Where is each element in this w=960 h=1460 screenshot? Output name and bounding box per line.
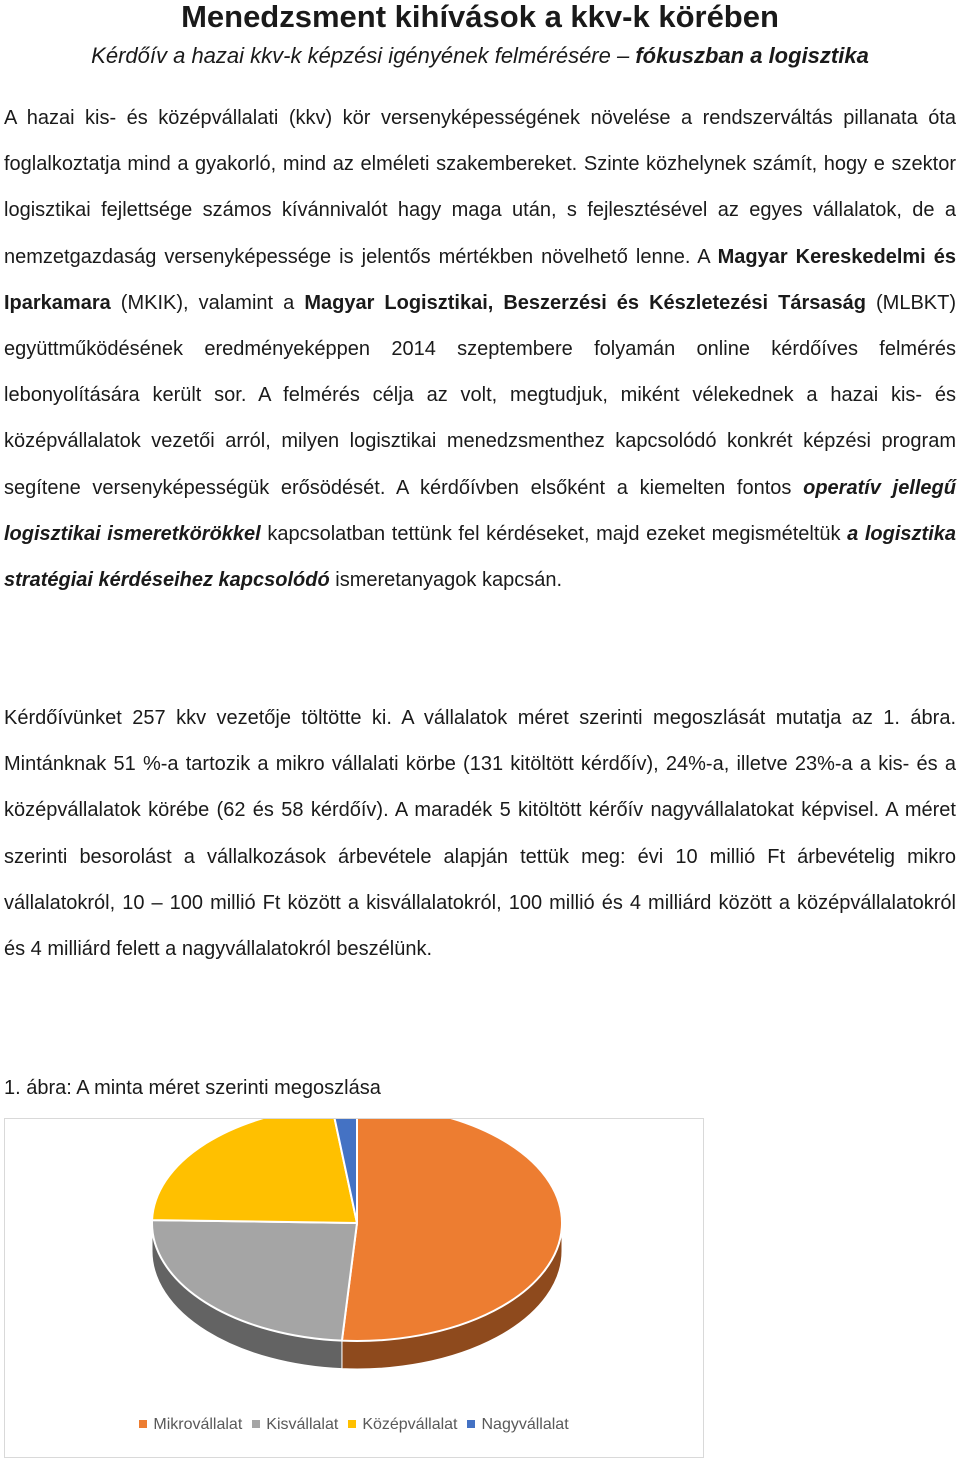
legend-swatch: [252, 1420, 260, 1428]
legend-item-mikrovállalat: [139, 1415, 242, 1435]
legend-swatch: [139, 1420, 147, 1428]
para1-text-4: kapcsolatban tettünk fel kérdéseket, majd ezeket megismételtük: [260, 522, 848, 545]
figure-caption: 1. ábra: A minta méret szerinti megoszlása: [4, 1077, 381, 1099]
legend-item-középvállalat: [348, 1415, 457, 1435]
legend-swatch: [348, 1420, 356, 1428]
legend-label: Középvállalat: [362, 1416, 458, 1433]
legend-swatch: [467, 1420, 475, 1428]
document-title: Menedzsment kihívások a kkv-k körében: [181, 0, 779, 34]
para1-text-2: (MKIK), valamint a: [110, 291, 305, 314]
strategic-topics-emphasis: a logisztika stratégiai kérdéseihez kapcsolódó: [4, 522, 957, 592]
subtitle-bold: fókuszban a logisztika: [635, 43, 869, 68]
sample-paragraph: Kérdőívünket 257 kkv vezetője töltötte ki. A vállalatok méret szerinti megoszlását mutatja az 1. ábra. Mintánknak 51 %-a tartozik a mikro vállalati körbe (131 kitöltött kérdőív), 24%-a, illetve 23%-a a kis- és a középvállalatok körébe (62 és 58 kérdőív). A maradék 5 kitöltött kérőív nagyvállalatokat képvisel. A méret szerinti besorolást a vállalkozások árbevétele alapján tettük meg: évi 10 millió Ft árbevételig mikro vállalatokról, 10 – 100 millió Ft között a kisvállalatokról, 100 millió és 4 milliárd között a középvállalatokról és 4 milliárd felett a nagyvállalatokról beszélünk.: [4, 707, 956, 961]
para1-text-3: (MLBKT) együttműködésének eredményeképpen 2014 szeptembere folyamán online kérdőíves felmérés lebonyolítására került sor. A felmérés célja az volt, megtudjuk, miként vélekednek a hazai kis- és középvállalatok vezetői arról, milyen logisztikai menedzsmenthez kapcsolódó konkrét képzési program segítene versenyképességük erősödését. A kérdőívben elsőként a kiemelten fontos: [4, 291, 957, 499]
document-subtitle: [0, 42, 960, 70]
operative-topics-emphasis: operatív jellegű logisztikai ismeretkörökkel: [4, 476, 956, 545]
chart-legend: [5, 1415, 703, 1435]
pie-chart-frame: [4, 1118, 704, 1458]
para1-text-5: ismeretanyagok kapcsán.: [329, 569, 563, 592]
pie-chart: [5, 1119, 703, 1457]
mlbkt-name: Magyar Logisztikai, Beszerzési és Készletezési Társaság: [304, 291, 866, 314]
legend-label: Kisvállalat: [266, 1416, 339, 1433]
legend-item-nagyvállalat: [467, 1415, 568, 1435]
pie-slice-kisvállalat: [152, 1220, 357, 1341]
intro-paragraph: [4, 95, 956, 603]
para1-text-1: A hazai kis- és középvállalati (kkv) kör versenyképességének növelése a rendszerváltás pillanata óta foglalkoztatja mind a gyakorló, mind az elméleti szakembereket. Szinte közhelynek számít, hogy e szektor logisztikai fejlettsége számos kívánnivalót hagy maga után, s fejlesztésével az egyes vállalatok, de a nemzetgazdaság versenyképessége is jelentős mértékben növelhető lenne. A: [4, 107, 956, 268]
subtitle-regular: Kérdőív a hazai kkv-k képzési igényének felmérésére –: [91, 43, 636, 68]
legend-label: Mikrovállalat: [153, 1416, 243, 1433]
legend-item-kisvállalat: [252, 1415, 338, 1435]
mkik-name: Magyar Kereskedelmi és Iparkamara: [4, 245, 957, 314]
pie-slice-középvállalat: [152, 1119, 357, 1223]
legend-label: Nagyvállalat: [481, 1416, 569, 1433]
